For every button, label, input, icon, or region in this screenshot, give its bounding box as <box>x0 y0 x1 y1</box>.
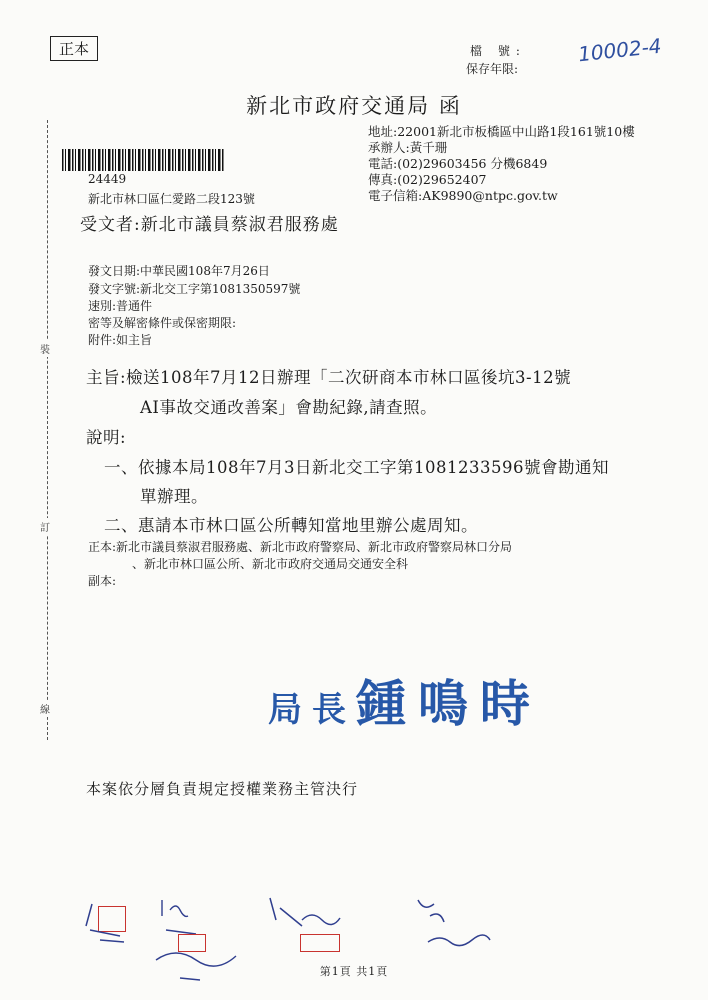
page-number: 第1頁 共1頁 <box>319 965 389 978</box>
mailing-address: 新北市林口區仁愛路二段123號 <box>88 192 255 206</box>
document-number: 發文字號:新北交工字第1081350597號 <box>88 282 301 296</box>
document-title: 新北市政府交通局 函 <box>246 94 462 118</box>
binding-line <box>47 120 48 740</box>
retention-label: 保存年限: <box>466 62 519 76</box>
subject-line-1: 主旨:檢送108年7月12日辦理「二次研商本市林口區後坑3-12號 <box>86 368 572 387</box>
signature-title: 局長 <box>268 690 356 730</box>
distribution-copy: 副本: <box>88 574 117 588</box>
red-seal-2 <box>178 934 206 952</box>
contact-phone: 電話:(02)29603456 分機6849 <box>368 156 548 171</box>
distribution-original-line-2: 、新北市林口區公所、新北市政府交通局交通安全科 <box>132 557 409 571</box>
file-number-label: 檔 號: <box>470 44 526 58</box>
issue-date: 發文日期:中華民國108年7月26日 <box>88 264 270 278</box>
red-seal-3 <box>300 934 340 952</box>
binding-mark-xian: 線 <box>40 700 50 717</box>
delivery-speed: 速別:普通件 <box>88 299 153 313</box>
explanation-item-2: 二、惠請本市林口區公所轉知當地里辦公處周知。 <box>104 516 478 535</box>
contact-address: 地址:22001新北市板橋區中山路1段161號10樓 <box>368 124 635 139</box>
subject-line-2: AI事故交通改善案」會勘紀錄,請查照。 <box>140 398 438 417</box>
original-copy-stamp: 正本 <box>50 36 98 61</box>
binding-mark-zhuang: 裝 <box>40 340 50 357</box>
attachment: 附件:如主旨 <box>88 333 153 347</box>
recipient: 受文者:新北市議員蔡淑君服務處 <box>80 215 339 235</box>
delegation-note: 本案依分層負責規定授權業務主管決行 <box>86 780 359 798</box>
contact-handler: 承辦人:黃千珊 <box>368 140 448 155</box>
signature-name: 鍾鳴時 <box>356 674 542 733</box>
distribution-original-line-1: 正本:新北市議員蔡淑君服務處、新北市政府警察局、新北市政府警察局林口分局 <box>88 540 513 554</box>
explanation-item-1-line-2: 單辦理。 <box>140 487 208 506</box>
contact-email: 電子信箱:AK9890@ntpc.gov.tw <box>368 188 558 203</box>
postal-code: 24449 <box>88 172 127 186</box>
secrecy-level: 密等及解密條件或保密期限: <box>88 316 237 330</box>
handwritten-initial-1 <box>80 896 140 946</box>
mail-barcode <box>62 149 224 171</box>
handwritten-file-number: 10002-4 <box>576 33 663 67</box>
binding-mark-ding: 訂 <box>40 518 50 535</box>
explanation-heading: 說明: <box>86 428 127 447</box>
handwritten-note-4 <box>410 890 510 960</box>
chief-signature-stamp <box>268 664 542 736</box>
explanation-item-1-line-1: 一、依據本局108年7月3日新北交工字第1081233596號會勘通知 <box>104 458 609 477</box>
contact-fax: 傳真:(02)29652407 <box>368 172 487 187</box>
